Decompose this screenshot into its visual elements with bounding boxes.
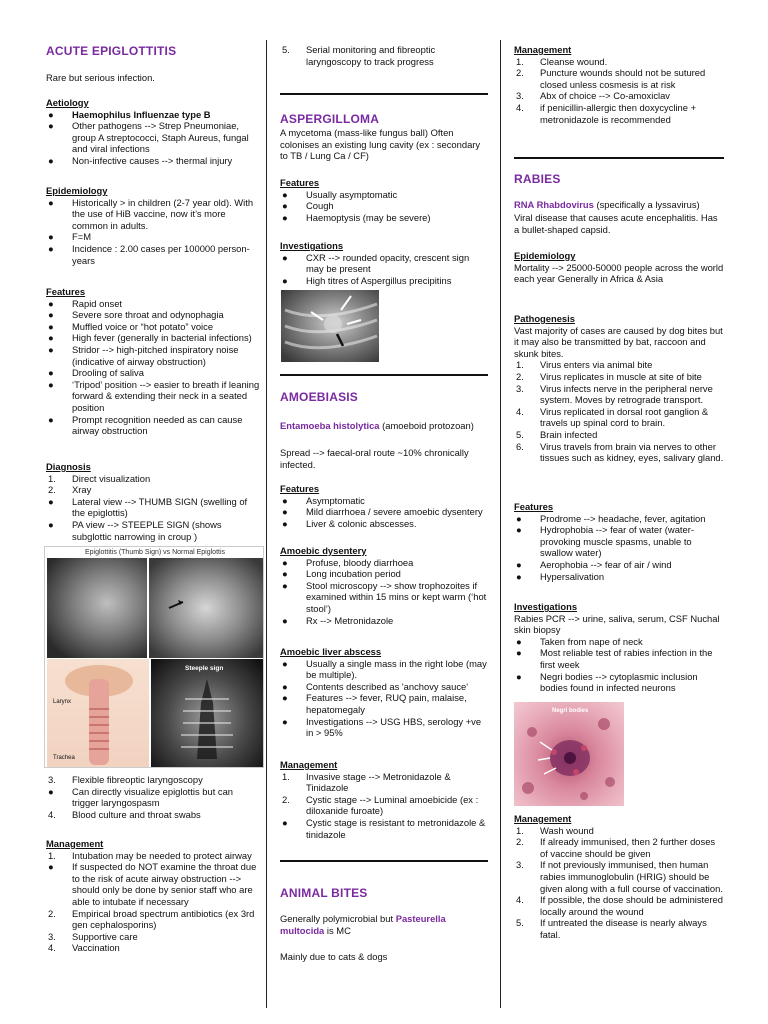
- list-item: [514, 524, 724, 559]
- list-item: [46, 850, 262, 862]
- list-item-text: Virus travels from brain via nerves to other tissues such as kidney, eyes, salivary gland.: [540, 440, 724, 464]
- amoebic-liver-abscess-heading: Amoebic liver abscess: [280, 646, 382, 657]
- list-marker: 3.: [516, 90, 524, 102]
- list-item-text: Can directly visualize epiglottis but can trigger laryngospasm: [72, 785, 234, 809]
- list-item-text: Drooling of saliva: [72, 367, 144, 379]
- animal-bites-intro-start: Generally polymicrobial but: [280, 913, 396, 924]
- rhabdovirus-description: (specifically a lyssavirus): [593, 199, 700, 210]
- list-marker: ●: [48, 231, 54, 243]
- list-marker: ●: [282, 251, 288, 263]
- list-item-text: ‘Tripod’ position --> easier to breath if leaning forward & extending their neck in a seated position: [72, 378, 260, 413]
- list-item-text: If suspected do NOT examine the throat due to the risk of acute airway obstruction --> should only be done by senior staff who are able to intubate if necessary: [72, 861, 257, 907]
- diagnosis-heading: Diagnosis: [46, 461, 91, 472]
- aspergilloma-investigations-list: [280, 252, 488, 287]
- list-marker: ●: [48, 320, 54, 332]
- list-item-text: Historically > in children (2-7 year old). With the use of HiB vaccine, now it’s more common in adults.: [72, 196, 254, 231]
- list-marker: ●: [48, 309, 54, 321]
- list-item-text: Liver & colonic abscesses.: [306, 517, 417, 529]
- list-item-text: Other pathogens --> Strep Pneumoniae, group A streptococci, Staph Aureus, fungal and viral infections: [72, 120, 249, 155]
- list-item: [46, 298, 262, 310]
- list-item: [514, 56, 724, 68]
- rabies-organism: [514, 199, 724, 211]
- amoebic-dysentery-list: [280, 557, 488, 627]
- list-item-text: Rapid onset: [72, 297, 123, 309]
- list-marker: ●: [48, 120, 54, 132]
- rabies-epidemiology-text: Mortality --> 25000-50000 people across the world each year Generally in Africa & Asia: [514, 261, 724, 285]
- list-item: [514, 647, 724, 670]
- list-item-text: Blood culture and throat swabs: [72, 808, 201, 820]
- pathogenesis-heading: Pathogenesis: [514, 313, 575, 324]
- list-item-text: Vaccination: [72, 942, 120, 954]
- bites-management-list: [514, 56, 724, 126]
- list-marker: 5.: [516, 917, 524, 929]
- diagnosis-list-continued: [46, 774, 262, 820]
- amoebiasis-heading: AMOEBIASIS: [280, 390, 359, 404]
- list-item-text: Invasive stage --> Metronidazole & Tinidazole: [306, 770, 451, 794]
- list-marker: 4.: [516, 894, 524, 906]
- list-item: [46, 332, 262, 344]
- rabies-management-heading: Management: [514, 813, 572, 824]
- rabies-investigations-heading: Investigations: [514, 601, 578, 612]
- list-item: [46, 473, 262, 485]
- negri-bodies-label: Negri bodies: [552, 708, 589, 714]
- list-item: [46, 321, 262, 333]
- list-item-text: Haemoptysis (may be severe): [306, 211, 431, 223]
- rabies-management-list: [514, 825, 724, 941]
- list-item: [46, 861, 262, 907]
- acute-epiglottitis-heading: ACUTE EPIGLOTTITIS: [46, 44, 177, 58]
- list-item-text: Intubation may be needed to protect airway: [72, 849, 252, 861]
- list-item-text: Usually asymptomatic: [306, 188, 398, 200]
- list-item: [280, 794, 488, 817]
- list-marker: ●: [48, 154, 54, 166]
- list-marker: ●: [282, 579, 288, 591]
- list-marker: ●: [282, 200, 288, 212]
- list-item: [280, 506, 488, 518]
- list-marker: 4.: [516, 101, 524, 113]
- rhabdovirus-name: RNA Rhabdovirus: [514, 199, 594, 210]
- list-item: [280, 200, 488, 212]
- epidemiology-list: [46, 197, 262, 267]
- list-item-text: Supportive care: [72, 930, 138, 942]
- list-marker: ●: [516, 647, 522, 659]
- list-item-text: Direct visualization: [72, 472, 151, 484]
- list-item-text: PA view --> STEEPLE SIGN (shows subglottic narrowing in croup ): [72, 518, 222, 542]
- list-marker: ●: [48, 196, 54, 208]
- list-item: [280, 658, 488, 681]
- column-divider-right: [500, 40, 501, 1008]
- list-item: [46, 109, 262, 121]
- epidemiology-heading: Epidemiology: [46, 185, 108, 196]
- epiglottitis-management-continued: [280, 44, 488, 67]
- aspergilloma-intro: A mycetoma (mass-like fungus ball) Often colonises an existing lung cavity (ex : secondary to TB / Lung Ca / CF): [280, 127, 481, 162]
- list-marker: 5.: [282, 44, 290, 55]
- list-item: [280, 771, 488, 794]
- list-marker: ●: [516, 570, 522, 582]
- aspergilloma-features-heading: Features: [280, 177, 320, 188]
- list-marker: ●: [282, 657, 288, 669]
- pathogenesis-text: Vast majority of cases are caused by dog bites but it may also be transmitted by bat, raccoon and skunk bites.: [514, 324, 723, 359]
- list-item-text: If untreated the disease is nearly always fatal.: [540, 917, 707, 940]
- list-item-text: Muffled voice or “hot potato” voice: [72, 320, 214, 332]
- list-item: [46, 231, 262, 243]
- features-heading: Features: [46, 286, 86, 297]
- column-divider-left: [266, 40, 267, 1008]
- list-item: [46, 496, 262, 519]
- list-item-text: If not previously immunised, then human rabies immunoglobulin (HRIG) should be given along with a full course of vaccination.: [540, 859, 723, 894]
- list-item-text: Long incubation period: [306, 568, 401, 580]
- amoebiasis-organism: [280, 420, 488, 432]
- list-marker: ●: [516, 524, 522, 536]
- list-marker: 2.: [516, 370, 524, 382]
- list-marker: 5.: [516, 428, 524, 440]
- list-item-text: Cleanse wound.: [540, 55, 608, 67]
- list-item: [514, 90, 724, 102]
- list-item: [46, 786, 262, 809]
- list-item-text: Brain infected: [540, 428, 598, 440]
- list-item-text: Cystic stage --> Luminal amoebicide (ex : diloxanide furoate): [306, 793, 479, 817]
- larynx-label: Larynx: [53, 699, 72, 705]
- animal-bites-heading: ANIMAL BITES: [280, 886, 368, 900]
- list-item: [280, 681, 488, 693]
- list-item: [46, 197, 262, 232]
- list-item: [280, 518, 488, 530]
- list-marker: ●: [282, 556, 288, 568]
- list-marker: ●: [282, 506, 288, 518]
- rabies-intro: Viral disease that causes acute encephalitis. Has a bullet-shaped capsid.: [514, 212, 718, 235]
- list-marker: ●: [282, 274, 288, 286]
- epiglottitis-xray-figure: [44, 546, 264, 768]
- list-item-text: Contents described as 'anchovy sauce': [306, 680, 469, 692]
- list-item: [514, 359, 724, 371]
- list-marker: ●: [48, 343, 54, 355]
- amoebiasis-management-list: [280, 771, 488, 841]
- list-item-text: Virus replicates in muscle at site of bite: [540, 370, 702, 382]
- animal-bites-intro: [280, 913, 488, 936]
- list-marker: ●: [282, 568, 288, 580]
- list-item-text: Severe sore throat and odynophagia: [72, 309, 224, 321]
- list-item-text: Xray: [72, 484, 92, 496]
- list-item: [514, 383, 724, 406]
- list-item-text: Incidence : 2.00 cases per 100000 person-years: [72, 242, 250, 266]
- list-item-text: Mild diarrhoea / severe amoebic dysentery: [306, 506, 483, 518]
- list-item-text: Prodrome --> headache, fever, agitation: [540, 512, 706, 524]
- amoebic-liver-abscess-list: [280, 658, 488, 739]
- list-marker: ●: [48, 367, 54, 379]
- section-rule: [280, 93, 488, 95]
- list-item-text: Haemophilus Influenzae type B: [72, 108, 211, 120]
- list-item: [46, 243, 262, 266]
- list-marker: 1.: [48, 849, 56, 861]
- aetiology-list: [46, 109, 262, 167]
- rabies-features-list: [514, 513, 724, 583]
- list-item: [46, 155, 262, 167]
- list-marker: 4.: [48, 942, 56, 954]
- features-list: [46, 298, 262, 437]
- rabies-investigations-text: Rabies PCR --> urine, saliva, serum, CSF Nuchal skin biopsy: [514, 612, 720, 636]
- list-item-text: Aerophobia --> fear of air / wind: [540, 558, 672, 570]
- list-marker: ●: [48, 495, 54, 507]
- list-item-text: Asymptomatic: [306, 494, 365, 506]
- list-item-text: Negri bodies --> cytoplasmic inclusion bodies found in infected neurons: [540, 670, 698, 694]
- list-item-text: High titres of Aspergillus precipitins: [306, 274, 452, 286]
- list-item: [46, 484, 262, 496]
- diagnosis-list: [46, 473, 262, 543]
- entamoeba-description: (amoeboid protozoan): [379, 420, 474, 431]
- bites-management-heading: Management: [514, 44, 572, 55]
- list-item-text: Empirical broad spectrum antibiotics (ex 3rd gen cephalosporins): [72, 907, 255, 931]
- aetiology-heading: Aetiology: [46, 97, 89, 108]
- list-item-text: Hydrophobia --> fear of water (water-provoking muscle spasms, unable to swallow water): [540, 524, 694, 559]
- list-item: [280, 557, 488, 569]
- list-item: [280, 44, 488, 67]
- list-marker: ●: [48, 785, 54, 797]
- list-item: [280, 568, 488, 580]
- list-marker: 3.: [48, 930, 56, 942]
- list-marker: ●: [282, 211, 288, 223]
- amoebiasis-features-list: [280, 495, 488, 530]
- list-item-text: Features --> fever, RUQ pain, malaise, hepatomegaly: [306, 692, 467, 715]
- list-marker: ●: [282, 494, 288, 506]
- list-marker: 1.: [48, 472, 56, 484]
- list-item: [280, 580, 488, 615]
- steeple-sign-label: Steeple sign: [185, 665, 224, 672]
- list-item: [514, 836, 724, 859]
- list-item: [514, 67, 724, 90]
- list-item-text: Puncture wounds should not be sutured closed unless cosmesis is at risk: [540, 67, 706, 90]
- list-item: [280, 189, 488, 201]
- list-item: [514, 102, 724, 125]
- animal-bites-intro-end: is MC: [324, 924, 351, 936]
- list-item-text: High fever (generally in bacterial infections): [72, 332, 252, 344]
- list-item: [46, 309, 262, 321]
- list-item: [514, 859, 724, 894]
- aspergilloma-features-list: [280, 189, 488, 224]
- management-list: [46, 850, 262, 954]
- management-heading: Management: [46, 838, 104, 849]
- section-rule: [514, 157, 724, 159]
- list-item: [514, 513, 724, 525]
- list-marker: 1.: [282, 770, 290, 782]
- list-item-text: Stridor --> high-pitched inspiratory noise (indicative of airway obstruction): [72, 343, 239, 367]
- list-marker: ●: [48, 242, 54, 254]
- list-marker: ●: [282, 816, 288, 828]
- aspergilloma-cxr-image: [281, 290, 379, 362]
- list-item: [46, 379, 262, 414]
- aspergilloma-heading: ASPERGILLOMA: [280, 112, 380, 126]
- rabies-heading: RABIES: [514, 172, 561, 186]
- list-marker: ●: [282, 188, 288, 200]
- list-item-text: If already immunised, then 2 further doses of vaccine should be given: [540, 836, 716, 859]
- list-marker: 2.: [516, 836, 524, 848]
- amoebiasis-features-heading: Features: [280, 483, 320, 494]
- pa-xray-steeple-sign: [151, 659, 263, 767]
- trachea-label: Trachea: [53, 755, 75, 761]
- list-item: [280, 252, 488, 275]
- pasteurella-name: Pasteurella multocida: [280, 913, 446, 936]
- list-item-text: Virus infects nerve in the peripheral nerve system. Moves by retrograde transport.: [540, 382, 713, 406]
- list-item-text: Rx --> Metronidazole: [306, 614, 394, 626]
- aspergilloma-investigations-heading: Investigations: [280, 240, 344, 251]
- list-marker: 2.: [48, 907, 56, 919]
- negri-bodies-histology-image: [514, 702, 624, 806]
- list-item: [514, 825, 724, 837]
- rabies-features-heading: Features: [514, 501, 554, 512]
- list-item: [46, 774, 262, 786]
- list-item: [514, 894, 724, 917]
- list-item: [280, 275, 488, 287]
- list-item: [46, 931, 262, 943]
- list-item-text: Cystic stage is resistant to metronidazole & tinidazole: [306, 816, 486, 840]
- list-item-text: Prompt recognition needed as can cause airway obstruction: [72, 413, 243, 437]
- list-item: [514, 429, 724, 441]
- xray-arrow-icon: [149, 558, 263, 658]
- list-marker: 3.: [516, 859, 524, 871]
- list-marker: 1.: [516, 55, 524, 67]
- xray-caption: Epiglottitis (Thumb Sign) vs Normal Epiglottis: [84, 549, 226, 556]
- list-marker: ●: [48, 518, 54, 530]
- list-marker: 4.: [516, 405, 524, 417]
- larynx-anatomy-diagram: [47, 659, 149, 767]
- list-marker: ●: [282, 517, 288, 529]
- list-marker: ●: [48, 297, 54, 309]
- list-item: [514, 636, 724, 648]
- list-item-text: if penicillin-allergic then doxycycline + metronidazole is recommended: [540, 101, 697, 125]
- list-item-text: Serial monitoring and fibreoptic laryngoscopy to track progress: [306, 44, 436, 67]
- list-item: [280, 495, 488, 507]
- list-item: [280, 615, 488, 627]
- list-item: [280, 817, 488, 840]
- list-marker: 2.: [48, 484, 56, 496]
- section-rule: [280, 374, 488, 376]
- list-item-text: Most reliable test of rabies infection in the first week: [540, 647, 713, 670]
- list-item: [514, 917, 724, 940]
- lateral-xray-normal: [149, 558, 263, 658]
- list-marker: ●: [282, 715, 288, 727]
- list-marker: ●: [516, 512, 522, 524]
- list-item: [514, 441, 724, 464]
- list-item-text: Usually a single mass in the right lobe (may be multiple).: [306, 657, 487, 681]
- list-marker: ●: [48, 413, 54, 425]
- list-marker: ●: [282, 692, 288, 704]
- list-marker: ●: [282, 680, 288, 692]
- rabies-epidemiology-heading: Epidemiology: [514, 250, 576, 261]
- list-item: [46, 908, 262, 931]
- rabies-investigations-list: [514, 636, 724, 694]
- amoebiasis-spread: Spread --> faecal-oral route ~10% chronically infected.: [280, 447, 469, 470]
- list-item-text: F=M: [72, 231, 92, 243]
- list-item: [514, 571, 724, 583]
- list-marker: ●: [48, 861, 54, 873]
- list-item-text: Virus replicated in dorsal root ganglion & travels up spinal cord to brain.: [540, 405, 709, 429]
- section-rule: [280, 860, 488, 862]
- list-item: [46, 519, 262, 542]
- entamoeba-name: Entamoeba histolytica: [280, 420, 380, 431]
- list-item: [280, 212, 488, 224]
- list-marker: 3.: [48, 774, 56, 785]
- list-marker: ●: [282, 614, 288, 626]
- list-marker: 1.: [516, 824, 524, 836]
- list-marker: 2.: [282, 793, 290, 805]
- list-item-text: If possible, the dose should be administered locally around the wound: [540, 894, 723, 917]
- list-item-text: Investigations --> USG HBS, serology +ve in > 95%: [306, 715, 482, 739]
- epiglottitis-intro: Rare but serious infection.: [46, 72, 155, 83]
- list-item: [46, 120, 262, 155]
- list-item: [514, 671, 724, 694]
- list-item: [46, 344, 262, 367]
- list-marker: ●: [48, 108, 54, 120]
- list-item: [46, 414, 262, 437]
- list-marker: ●: [516, 670, 522, 682]
- list-item-text: Cough: [306, 200, 334, 212]
- list-marker: ●: [516, 558, 522, 570]
- list-item-text: Profuse, bloody diarrhoea: [306, 556, 414, 568]
- list-item: [514, 559, 724, 571]
- animal-bites-cause: Mainly due to cats & dogs: [280, 951, 388, 962]
- list-item-text: Taken from nape of neck: [540, 635, 643, 647]
- list-item-text: Flexible fibreoptic laryngoscopy: [72, 774, 203, 785]
- amoebic-dysentery-heading: Amoebic dysentery: [280, 545, 367, 556]
- list-marker: 6.: [516, 440, 524, 452]
- list-item: [46, 809, 262, 821]
- list-item: [280, 692, 488, 715]
- list-marker: 3.: [516, 382, 524, 394]
- list-item-text: Stool microscopy --> show trophozoites if examined within 15 mins or kept warm (‘hot stool’): [306, 579, 487, 614]
- amoebiasis-management-heading: Management: [280, 759, 338, 770]
- list-item: [46, 367, 262, 379]
- list-item-text: Lateral view --> THUMB SIGN (swelling of the epiglottis): [72, 495, 248, 519]
- list-marker: ●: [48, 332, 54, 344]
- list-item: [514, 371, 724, 383]
- list-item-text: Non-infective causes --> thermal injury: [72, 154, 233, 166]
- list-marker: ●: [48, 378, 54, 390]
- list-item-text: CXR --> rounded opacity, crescent sign may be present: [306, 251, 470, 275]
- list-item-text: Hypersalivation: [540, 570, 605, 582]
- list-item-text: Wash wound: [540, 824, 594, 836]
- list-item: [514, 406, 724, 429]
- list-item: [46, 942, 262, 954]
- lateral-xray-thumb-sign: [47, 558, 147, 658]
- list-item: [280, 716, 488, 739]
- list-item-text: Virus enters via animal bite: [540, 359, 653, 371]
- list-marker: 4.: [48, 808, 56, 820]
- list-item-text: Abx of choice --> Co-amoxiclav: [540, 90, 670, 102]
- list-marker: 1.: [516, 359, 524, 371]
- list-marker: ●: [516, 635, 522, 647]
- pathogenesis-list: [514, 359, 724, 463]
- list-marker: 2.: [516, 67, 524, 79]
